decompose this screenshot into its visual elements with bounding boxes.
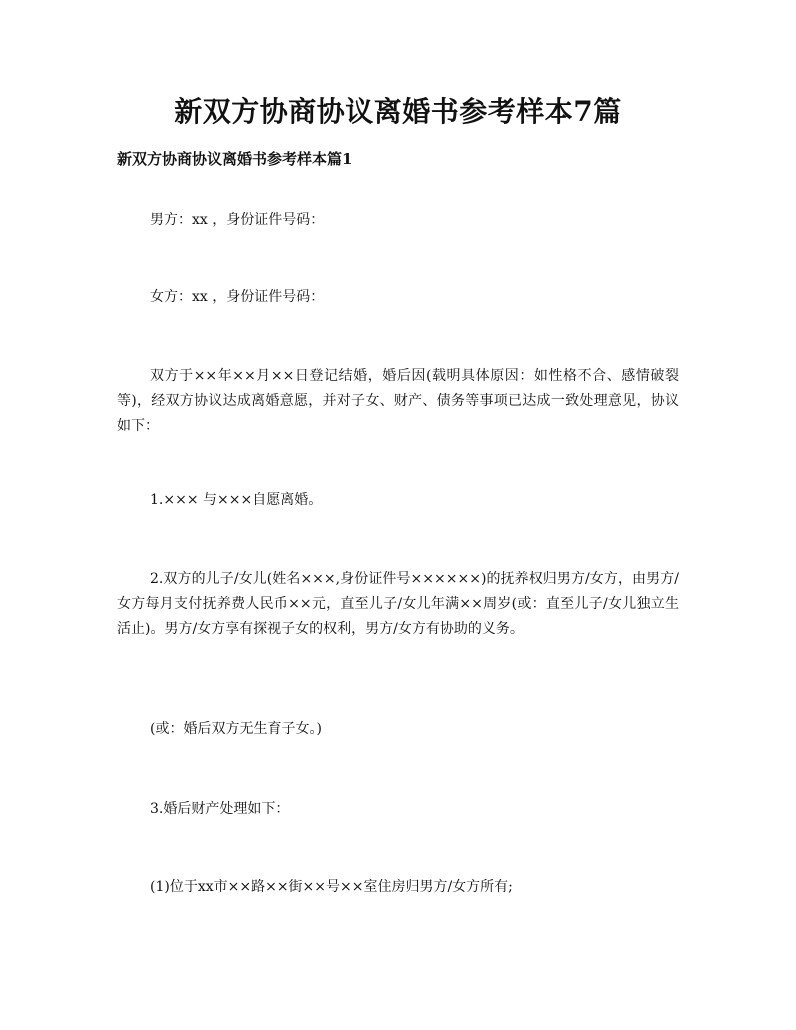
paragraph-marriage-background: 双方于××年××月××日登记结婚，婚后因(载明具体原因：如性格不合、感情破裂等)，经双方协议达成离婚意愿，并对子女、财产、债务等事项已达成一致处理意见，协议如下： bbox=[117, 368, 679, 434]
paragraph-clause-1: 1.××× 与×××自愿离婚。 bbox=[150, 492, 323, 508]
paragraph-clause-3-item-1: (1)位于xx市××路××街××号××室住房归男方/女方所有; bbox=[150, 879, 513, 895]
paragraph-clause-3: 3.婚后财产处理如下： bbox=[150, 801, 290, 817]
paragraph-female-party: 女方：xx ，身份证件号码： bbox=[150, 289, 325, 305]
section-heading: 新双方协商协议离婚书参考样本篇1 bbox=[117, 150, 353, 168]
paragraph-clause-2: 2.双方的儿子/女儿(姓名×××,身份证件号××××××)的抚养权归男方/女方，由男方/女方每月支付抚养费人民币××元，直至儿子/女儿年满××周岁(或：直至儿子/女儿独立生活止)。男方/女方享有探视子女的权利，男方/女方有协助的义务。 bbox=[117, 571, 679, 637]
document-title: 新双方协商协议离婚书参考样本7篇 bbox=[174, 95, 622, 128]
paragraph-male-party: 男方：xx ，身份证件号码： bbox=[150, 212, 325, 228]
paragraph-no-children-alt: (或：婚后双方无生育子女。) bbox=[150, 721, 322, 737]
